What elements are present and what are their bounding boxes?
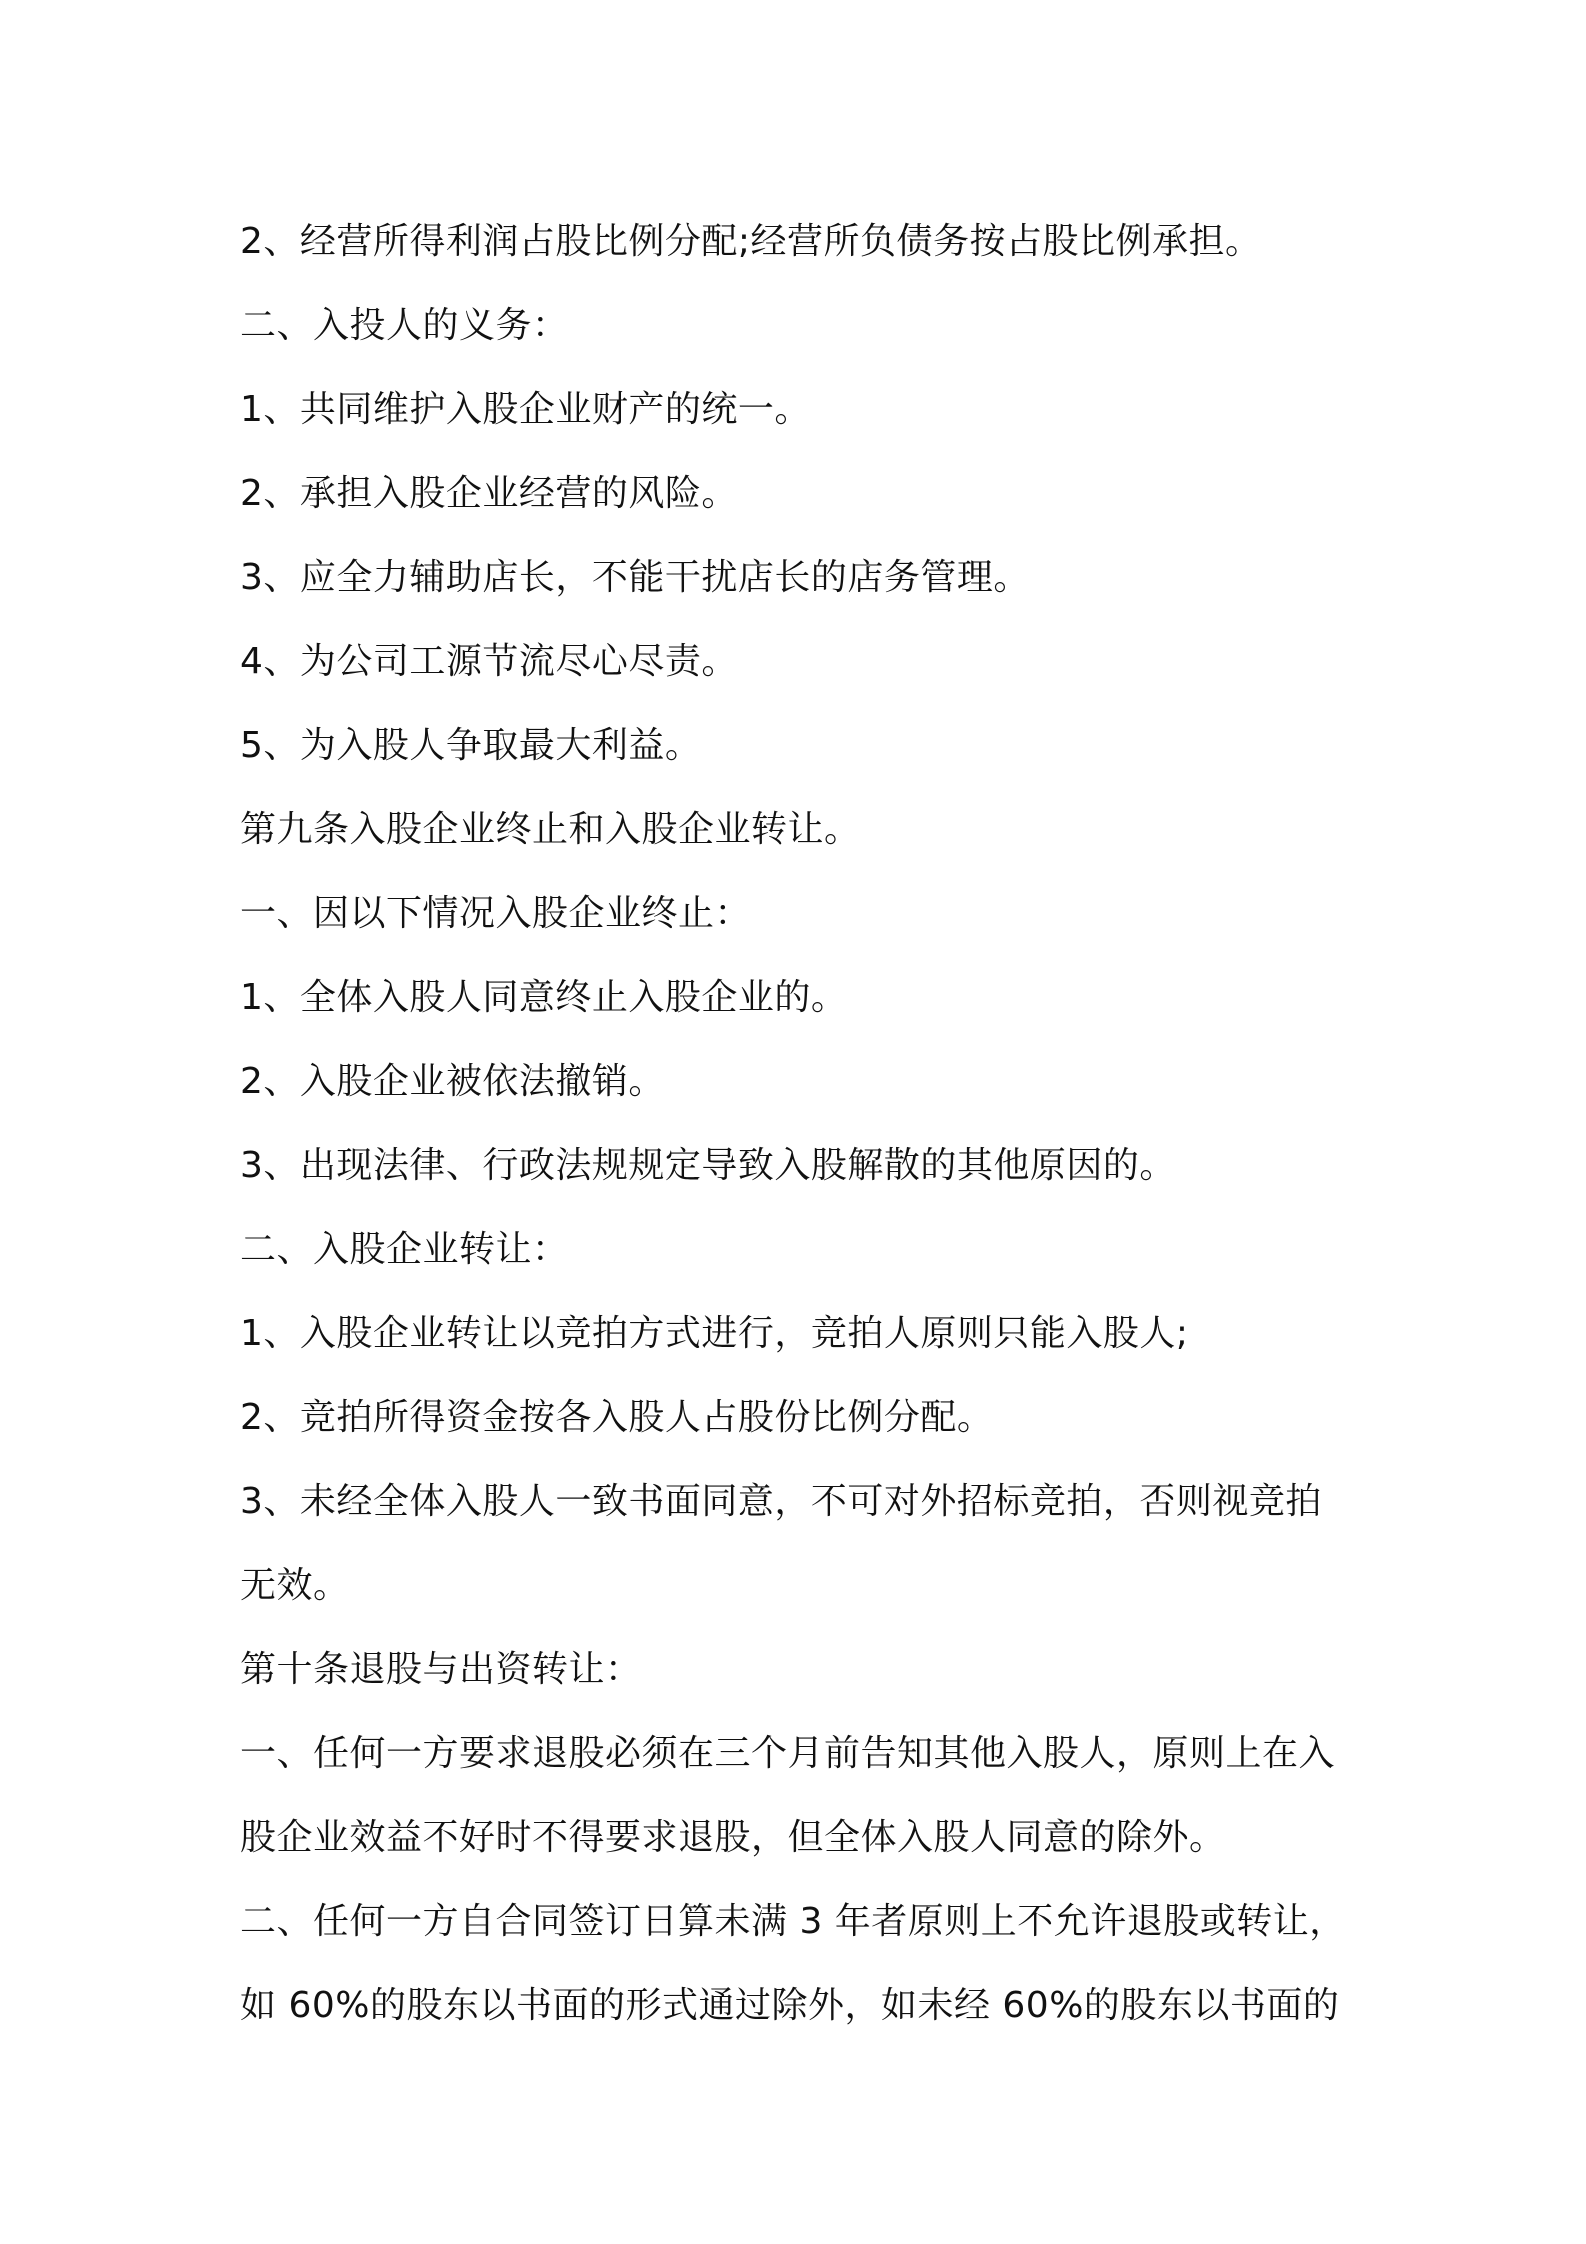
paragraph-line: 无效。 (240, 1565, 350, 1606)
paragraph-line: 3、未经全体入股人一致书面同意，不可对外招标竞拍，否则视竞拍 (240, 1481, 1322, 1522)
paragraph-line: 1、全体入股人同意终止入股企业的。 (240, 977, 848, 1018)
paragraph-line: 一、任何一方要求退股必须在三个月前告知其他入股人，原则上在入 (240, 1733, 1336, 1774)
paragraph-line: 4、为公司工源节流尽心尽责。 (240, 641, 738, 682)
paragraph-line: 1、共同维护入股企业财产的统一。 (240, 389, 811, 430)
paragraph-line: 如 60%的股东以书面的形式通过除外，如未经 60%的股东以书面的 (240, 1985, 1340, 2026)
paragraph-line: 5、为入股人争取最大利益。 (240, 725, 702, 766)
paragraph-line: 3、应全力辅助店长，不能干扰店长的店务管理。 (240, 557, 1030, 598)
section-heading: 二、入投人的义务： (240, 305, 569, 346)
paragraph-line: 2、竞拍所得资金按各入股人占股份比例分配。 (240, 1397, 994, 1438)
section-heading: 二、入股企业转让： (240, 1229, 569, 1270)
paragraph-line: 2、经营所得利润占股比例分配;经营所负债务按占股比例承担。 (240, 221, 1262, 262)
section-heading: 一、因以下情况入股企业终止： (240, 893, 752, 934)
paragraph-line: 3、出现法律、行政法规规定导致入股解散的其他原因的。 (240, 1145, 1176, 1186)
paragraph-line: 股企业效益不好时不得要求退股，但全体入股人同意的除外。 (240, 1817, 1226, 1858)
paragraph-line: 1、入股企业转让以竞拍方式进行，竞拍人原则只能入股人; (240, 1313, 1189, 1354)
article-heading: 第十条退股与出资转让： (240, 1649, 642, 1690)
article-heading: 第九条入股企业终止和入股企业转让。 (240, 809, 861, 850)
document-body (240, 200, 1360, 2048)
paragraph-line: 2、承担入股企业经营的风险。 (240, 473, 738, 514)
paragraph-line: 二、任何一方自合同签订日算未满 3 年者原则上不允许退股或转让， (240, 1901, 1346, 1942)
paragraph-line: 2、入股企业被依法撤销。 (240, 1061, 665, 1102)
